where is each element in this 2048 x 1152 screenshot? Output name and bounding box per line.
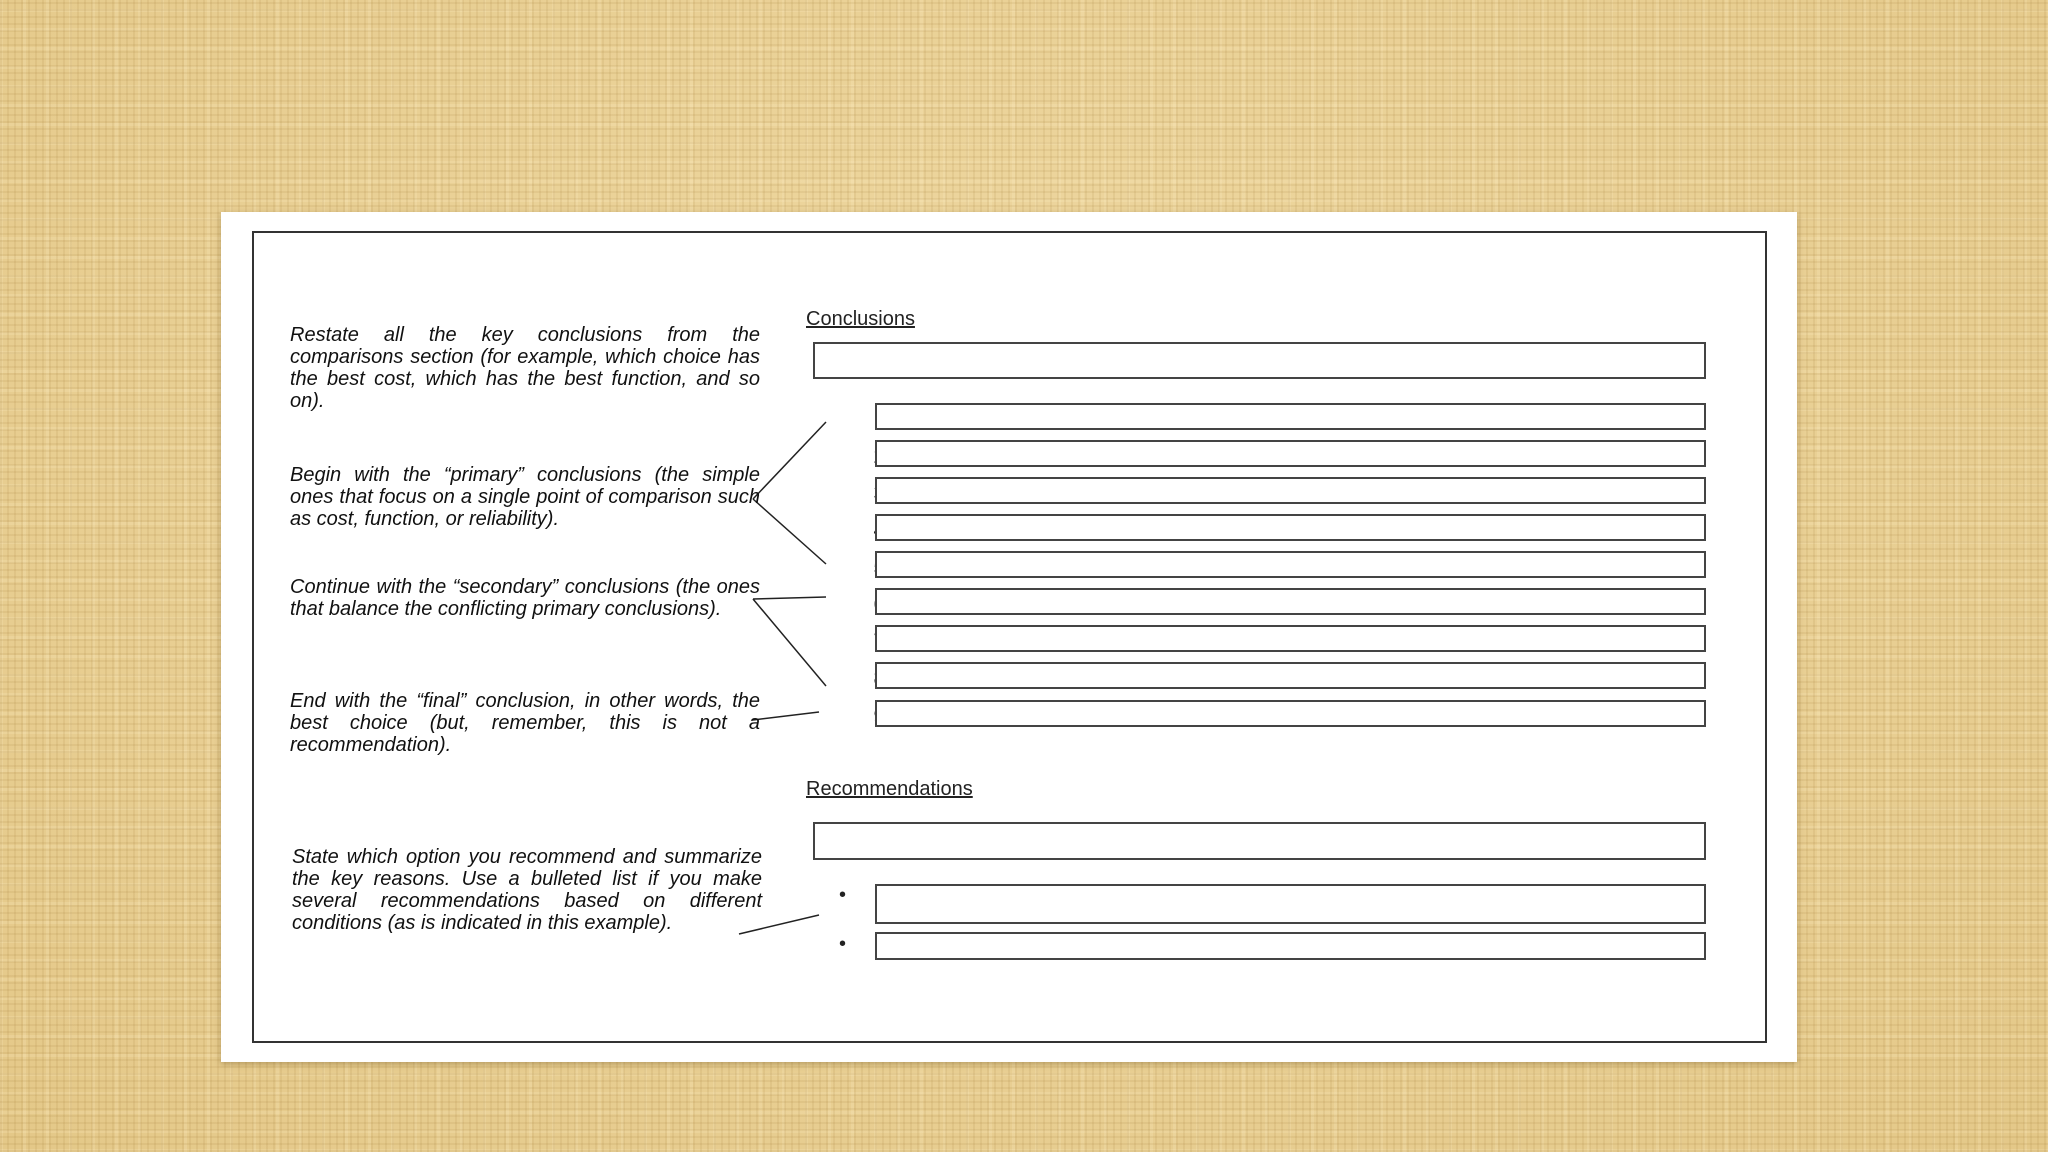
connector-primary-1: [753, 422, 826, 499]
connector-secondary-6: [753, 597, 826, 599]
slide: [221, 212, 1797, 1062]
connector-final-9: [753, 712, 819, 720]
recommendation-field-1[interactable]: [875, 884, 1706, 924]
bullet-marker: •: [839, 884, 847, 906]
connector-primary-5: [753, 499, 826, 564]
note-secondary: Continue with the “secondary” conclusions (the ones that balance the conflicting primary conclusions).: [290, 576, 760, 620]
conclusion-field-8[interactable]: [875, 662, 1706, 689]
connector-secondary-8: [753, 599, 826, 686]
conclusion-field-5[interactable]: [875, 551, 1706, 578]
conclusion-field-6[interactable]: [875, 588, 1706, 615]
conclusion-field-3[interactable]: [875, 477, 1706, 504]
conclusion-field-9[interactable]: [875, 700, 1706, 727]
note-primary: Begin with the “primary” conclusions (the simple ones that focus on a single point of comparison such as cost, function, or reliability).: [290, 464, 760, 530]
conclusion-field-4[interactable]: [875, 514, 1706, 541]
note-final: End with the “final” conclusion, in other words, the best choice (but, remember, this is not a recommendation).: [290, 690, 760, 756]
note-recommendations: State which option you recommend and summarize the key reasons. Use a bulleted list if you make several recommendations based on different conditions (as is indicated in this example).: [292, 846, 762, 934]
recommendations-summary-field[interactable]: [813, 822, 1706, 860]
conclusions-summary-field[interactable]: [813, 342, 1706, 379]
conclusion-field-7[interactable]: [875, 625, 1706, 652]
recommendations-heading: Recommendations: [806, 778, 973, 800]
recommendation-field-2[interactable]: [875, 932, 1706, 960]
conclusion-field-2[interactable]: [875, 440, 1706, 467]
bullet-marker: •: [839, 933, 847, 955]
conclusions-heading: Conclusions: [806, 308, 915, 330]
note-restate: Restate all the key conclusions from the comparisons section (for example, which choice has the best cost, which has the best function, and so on).: [290, 324, 760, 412]
conclusion-field-1[interactable]: [875, 403, 1706, 430]
